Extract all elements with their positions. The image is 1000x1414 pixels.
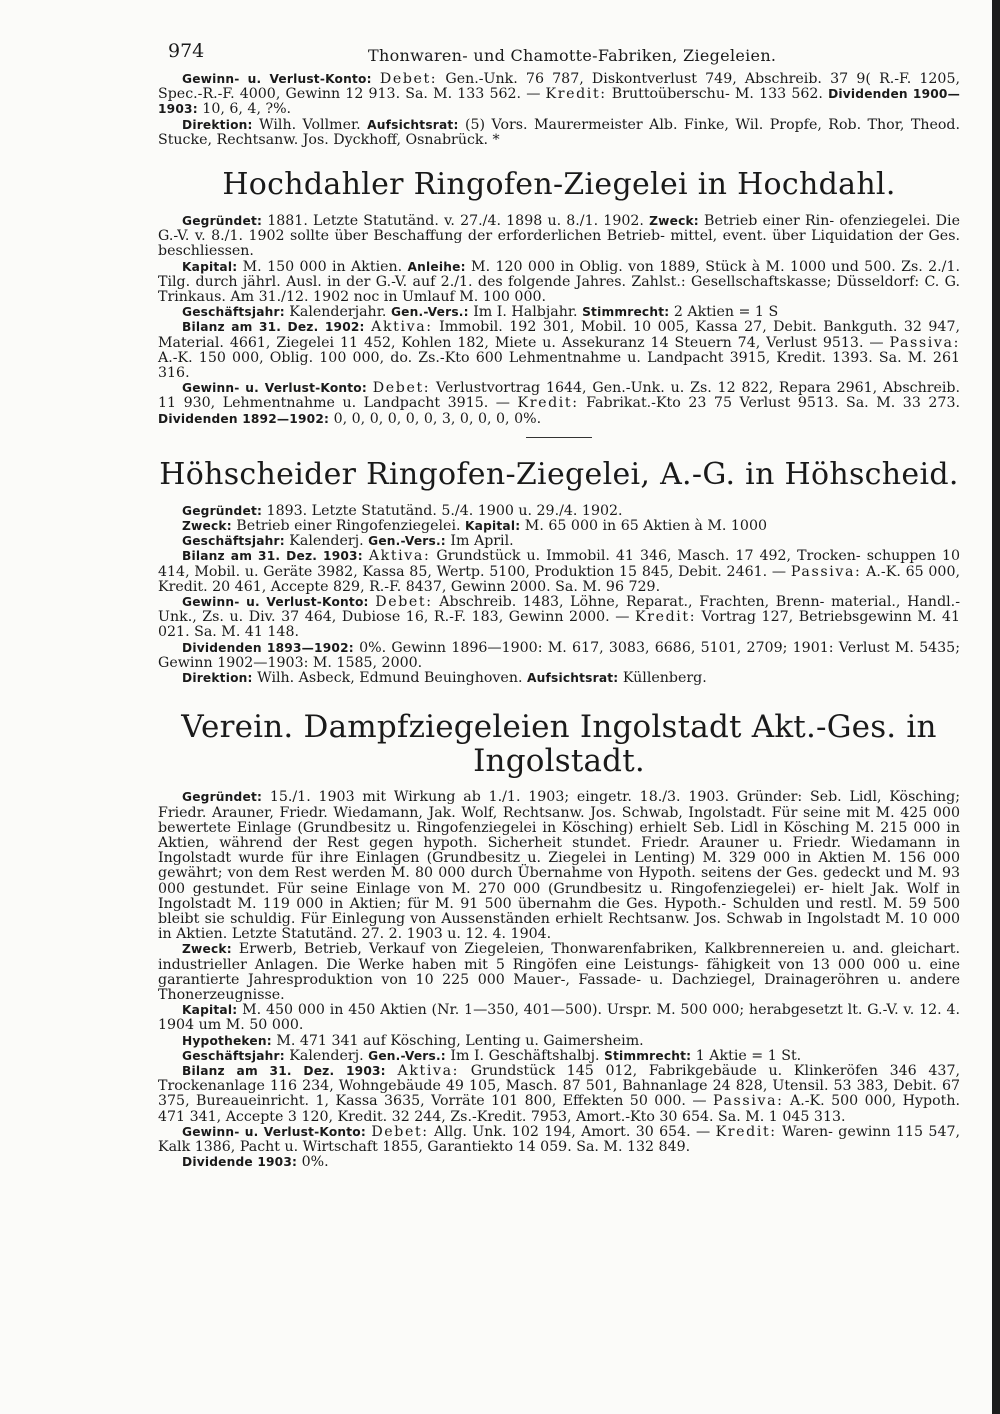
paragraph — [158, 260, 960, 306]
field-label: Bilanz am 31. Dez. 1903: — [182, 1063, 386, 1078]
previous-entry-continuation — [158, 72, 960, 148]
page-content — [158, 72, 960, 1170]
field-text: 10, 6, 4, ?%. — [197, 101, 292, 118]
field-text: M. 65 000 in 65 Aktien à M. 1000 — [520, 518, 767, 535]
field-text: M. 133 562. — [729, 86, 829, 103]
field-text: M. 150 000 in Aktien. — [237, 258, 408, 275]
field-text: 1 Aktie = 1 St. — [691, 1047, 802, 1064]
field-label: Gen.-Vers.: — [368, 1048, 446, 1063]
field-text: A.-K. 150 000, Oblig. 100 000, do. Zs.-Kto 600 Lehmentnahme u. Landpacht 3915, Kredit. 1393. Sa. M. 261 316. — [158, 349, 960, 382]
field-label: Geschäftsjahr: — [182, 1048, 285, 1063]
field-label: Bilanz am 31. Dez. 1902: — [182, 320, 365, 335]
paragraph — [158, 641, 960, 671]
field-text: Verlustvortrag 1644, Gen.-Unk. u. Zs. 12 822, Repara 2961, Abschreib. 11 930, Lehmentnahme u. Landpacht 3915. — — [158, 380, 961, 412]
field-label: Bilanz am 31. Dez. 1903: — [182, 549, 363, 564]
field-text: Bruttoüberschu- — [606, 86, 730, 103]
company-title-hoehscheid: Höhscheider Ringofen-Ziegelei, A.-G. in Höhscheid. — [159, 456, 959, 492]
field-text: 1881. Letzte Statutänd. v. 27./4. 1898 u. 8./1. 1902. — [262, 213, 650, 230]
field-label: Debet: — [371, 1123, 429, 1140]
field-text: Betrieb einer Ringofenziegelei. — [231, 518, 466, 535]
paragraph — [158, 942, 960, 1003]
page-header — [168, 36, 968, 66]
field-label: Gewinn- u. Verlust-Konto: — [182, 381, 367, 396]
paragraph — [158, 595, 960, 641]
paragraph — [158, 381, 960, 427]
field-text: A.-K. 500 000, Hypoth. 471 341, Accepte 3 120, Kredit. 32 244, Zs.-Kredit. 7953, Amort.-Kto 30 654. Sa. M. 1 045 313. — [158, 1093, 960, 1125]
field-label: Dividenden 1893—1902: — [182, 640, 354, 655]
paragraph — [158, 1049, 960, 1064]
field-text: Wilh. Asbeck, Edmund Beuinghoven. — [252, 670, 527, 687]
field-label: Gewinn- u. Verlust-Konto: — [182, 595, 369, 610]
field-label: Kredit: — [545, 86, 607, 103]
field-label: Debet: — [379, 71, 438, 87]
field-text: R.-F. 1205, Spec.-R.-F. 4000, Gewinn 12 913. Sa. M. 133 562. — — [158, 71, 961, 103]
field-label: Hypotheken: — [182, 1033, 272, 1048]
field-label: Geschäftsjahr: — [182, 305, 285, 320]
field-label: Gegründet: — [182, 214, 263, 229]
field-label: Zweck: — [182, 519, 232, 534]
field-label: Passiva: — [889, 334, 960, 351]
running-title: Thonwaren- und Chamotte-Fabriken, Ziegeleien. — [368, 46, 777, 65]
field-text: (5) Vors. Maurermeister Alb. Finke, Wil. Propfe, Rob. Thor, Theod. Stucke, Rechtsanw. Jos. Dyckhoff, Osnabrück. * — [158, 116, 961, 148]
field-text: Immobil. 192 301, Mobil. 10 005, Kassa 27, Debit. Bankguth. 32 947, Material. 4661, Ziegelei 11 452, Kohlen 182, Miete u. Assekuranz 14 Steuern 74, Verlust 9513. — — [158, 319, 960, 351]
field-text: Kalenderj. — [284, 1047, 369, 1064]
paragraph — [158, 214, 960, 260]
field-label: Dividenden 1900—1903: — [158, 87, 960, 117]
paragraph — [158, 1034, 960, 1049]
field-label: Gen.-Vers.: — [368, 534, 446, 549]
field-label: Geschäftsjahr: — [182, 534, 285, 549]
paragraph — [158, 504, 960, 519]
field-text: M. 450 000 in 450 Aktien (Nr. 1—350, 401—500). Urspr. M. 500 000; herabgesetzt lt. G.-V. v. 12. 4. 1904 um M. 50 000. — [158, 1002, 960, 1034]
field-text: Allg. Unk. 102 194, Amort. 30 654. — — [428, 1123, 716, 1140]
field-text: M. 120 000 in Oblig. von 1889, Stück à M. 1000 und 500. Zs. 2./1. Tilg. durch jährl. Ausl. in der G.-V. auf 2./1. des folgende Jahres. Zahlst.: Gesellschaftskasse; Düsseldorf: C. G. Trinkaus. Am 31./12. 1902 noc in Umlauf M. 100 000. — [158, 258, 961, 306]
paragraph — [158, 1003, 960, 1033]
field-text: Fabrikat.-Kto 23 75 Verlust 9513. Sa. M. 33 273. — [578, 395, 960, 412]
field-text: Grundstück u. Immobil. 41 346, Masch. 17 492, Trocken- schuppen 10 414, Mobil. u. Geräte 3982, Kassa 85, Wertp. 5100, Produktion 15 845, Debit. 2461. — — [158, 548, 960, 580]
paragraph — [158, 534, 960, 549]
company-title-ingolstadt: Verein. Dampfziegeleien Ingolstadt Akt.-Ges. in Ingolstadt. — [181, 709, 937, 780]
field-text: Küllenberg. — [618, 670, 707, 687]
field-label: Gewinn- u. Verlust-Konto: — [182, 72, 372, 86]
field-label: Aktiva: — [368, 548, 431, 565]
field-text: 1893. Letzte Statutänd. 5./4. 1900 u. 29./4. 1902. — [262, 502, 623, 519]
field-label: Aufsichtsrat: — [526, 671, 619, 686]
field-text: Erwerb, Betrieb, Verkauf von Ziegeleien, Thonwarenfabriken, Kalkbrennereien u. and. gleichart. industrieller Anlagen. Die Werke haben mit 5 Ringöfen eine Leistungs- fähigkeit von 13 000 000 u. eine garantierte Jahresproduktion von 10 225 000 Mauer-, Fassade- u. Dachziegel, Drainageröhren u. andere Thonerzeugnisse. — [158, 941, 960, 1003]
paragraph — [158, 549, 960, 595]
field-text: A.-K. 65 000, Kredit. 20 461, Accepte 829, R.-F. 8437, Gewinn 2000. Sa. M. 96 729. — [158, 563, 960, 595]
field-label: Zweck: — [182, 942, 232, 957]
field-label: Aufsichtsrat: — [367, 117, 459, 132]
field-text: 2 Aktien = 1 S — [669, 304, 779, 321]
page-number: 974 — [168, 40, 205, 62]
field-text: Kalenderj. — [284, 533, 369, 550]
paragraph — [158, 1064, 960, 1125]
entry-ingolstadt — [158, 790, 960, 1170]
field-label: Dividenden 1892—1902: — [158, 411, 330, 426]
entry-hoehscheid — [158, 504, 960, 686]
paragraph — [158, 519, 960, 534]
field-label: Stimmrecht: — [604, 1048, 692, 1063]
paragraph — [158, 790, 960, 942]
field-label: Stimmrecht: — [582, 305, 670, 320]
paragraph — [158, 320, 960, 381]
field-text: Wilh. Vollmer. — [252, 116, 368, 133]
field-label: Kredit: — [517, 395, 579, 412]
paragraph — [158, 1155, 960, 1170]
field-label: Anleihe: — [407, 259, 466, 274]
field-label: Gewinn- u. Verlust-Konto: — [182, 1124, 366, 1139]
field-text: Abschreib. 1483, Löhne, Reparat., Frachten, Brenn- material., Handl.-Unk., Zs. u. Div. 37 464, Dubiose 16, R.-F. 183, Gewinn 2000. — — [158, 594, 960, 626]
field-label: Direktion: — [182, 671, 253, 686]
field-text: Betrieb einer Rin- ofenziegelei. Die G.-V. v. 8./1. 1902 sollte über Beschaffung der erforderlichen Betrieb- mittel, event. über Liquidation der Ges. beschliessen. — [158, 213, 960, 260]
field-label: Zweck: — [649, 214, 699, 229]
field-text: 0, 0, 0, 0, 0, 0, 3, 0, 0, 0, 0%. — [329, 410, 542, 427]
field-text: Im April. — [445, 533, 514, 550]
field-label: Kapital: — [182, 259, 238, 274]
field-label: Gegründet: — [182, 790, 263, 805]
field-label: Passiva: — [790, 563, 862, 580]
field-label: Aktiva: — [371, 319, 433, 336]
field-label: Debet: — [372, 380, 431, 397]
field-label: Debet: — [375, 594, 433, 611]
field-text: Grundstück 145 012, Fabrikgebäude u. Klinkeröfen 346 437, Trockenanlage 116 234, Wohngebäude 49 105, Masch. 87 501, Bahnanlage 24 828, Utensil. 53 383, Debit. 67 375, Bureaueinricht. 1, Kassa 3635, Vorräte 101 800, Effekten 50 000. — — [158, 1062, 960, 1110]
company-title-hochdahl: Hochdahler Ringofen-Ziegelei in Hochdahl. — [222, 167, 896, 203]
field-text: Kalenderjahr. — [284, 304, 391, 321]
paragraph — [158, 1125, 960, 1155]
scan-edge — [992, 0, 1000, 1414]
field-label: Dividende 1903: — [182, 1155, 298, 1170]
field-label: Gegründet: — [182, 503, 263, 518]
field-text: Gen.-Unk. 76 787, Diskontverlust 749, Abschreib. 37 9( — [437, 71, 871, 87]
field-text: 0%. — [297, 1154, 329, 1171]
paragraph — [158, 671, 960, 686]
field-text: Waren- gewinn 115 547, Kalk 1386, Pacht u. Wirtschaft 1855, Garantiekto 14 059. Sa. M. 132 849. — [158, 1123, 961, 1155]
field-label: Aktiva: — [397, 1062, 460, 1079]
paragraph — [158, 305, 960, 320]
field-text: Im I. Halbjahr. — [468, 304, 583, 321]
field-text: 15./1. 1903 mit Wirkung ab 1./1. 1903; eingetr. 18./3. 1903. Gründer: Seb. Lidl, Kösching; Friedr. Arauner, Friedr. Wiedamann, Jak. Wolf, Rechtsanw. Jos. Schwab, Ingolstadt. Für seine mit M. 425 000 bewertete Einlage (Grundbesitz u. Ringofenziegelei in Kösching) erhielt Seb. Lidl in Kösching M. 215 000 in Aktien, während der Rest gegen hypoth. Sicherheit stundet. Friedr. Arauner u. Friedr. Wiedamann in Ingolstadt wurde für ihre Einlagen (Grundbesitz u. Ziegelei in Lenting) M. 329 000 in Aktien M. 156 000 gewährt; von dem Rest werden M. 80 000 durch Übernahme von Hypoth. seitens der Ges. gedeckt und M. 93 000 gestundet. Für seine Einlage von M. 270 000 (Grundbesitz u. Ringofenziegelei) er- hielt Jak. Wolf in Ingolstadt M. 119 000 in Aktien; für M. 91 500 übernahm die Ges. Hypoth.- Schulden und restl. M. 59 500 bleibt sie schuldig. Für Einlegung von Aussenständen erhielt Rechtsanw. Jos. Schwab in Ingolstadt M. 10 000 in Aktien. Letzte Statutänd. 27. 2. 1903 u. 12. 4. 1904. — [158, 789, 960, 943]
field-label: Direktion: — [182, 117, 253, 132]
field-text: M. 471 341 auf Kösching, Lenting u. Gaimersheim. — [271, 1032, 644, 1049]
field-label: Kapital: — [182, 1003, 238, 1018]
section-divider — [526, 437, 592, 438]
paragraph — [158, 72, 960, 118]
field-label: Gen.-Vers.: — [390, 305, 469, 320]
field-label: Kapital: — [465, 519, 521, 534]
field-label: Kredit: — [715, 1123, 777, 1140]
paragraph — [158, 118, 960, 148]
field-text: Vortrag 127, Betriebsgewinn M. 41 021. Sa. M. 41 148. — [158, 609, 960, 641]
field-text: Im I. Geschäftshalbj. — [445, 1047, 604, 1064]
entry-hochdahl — [158, 214, 960, 427]
field-text: 0%. Gewinn 1896—1900: M. 617, 3083, 6686, 5101, 2709; 1901: Verlust M. 5435; Gewinn 1902—1903: M. 1585, 2000. — [158, 639, 960, 671]
field-label: Kredit: — [635, 609, 697, 626]
field-label: Passiva: — [712, 1093, 784, 1110]
